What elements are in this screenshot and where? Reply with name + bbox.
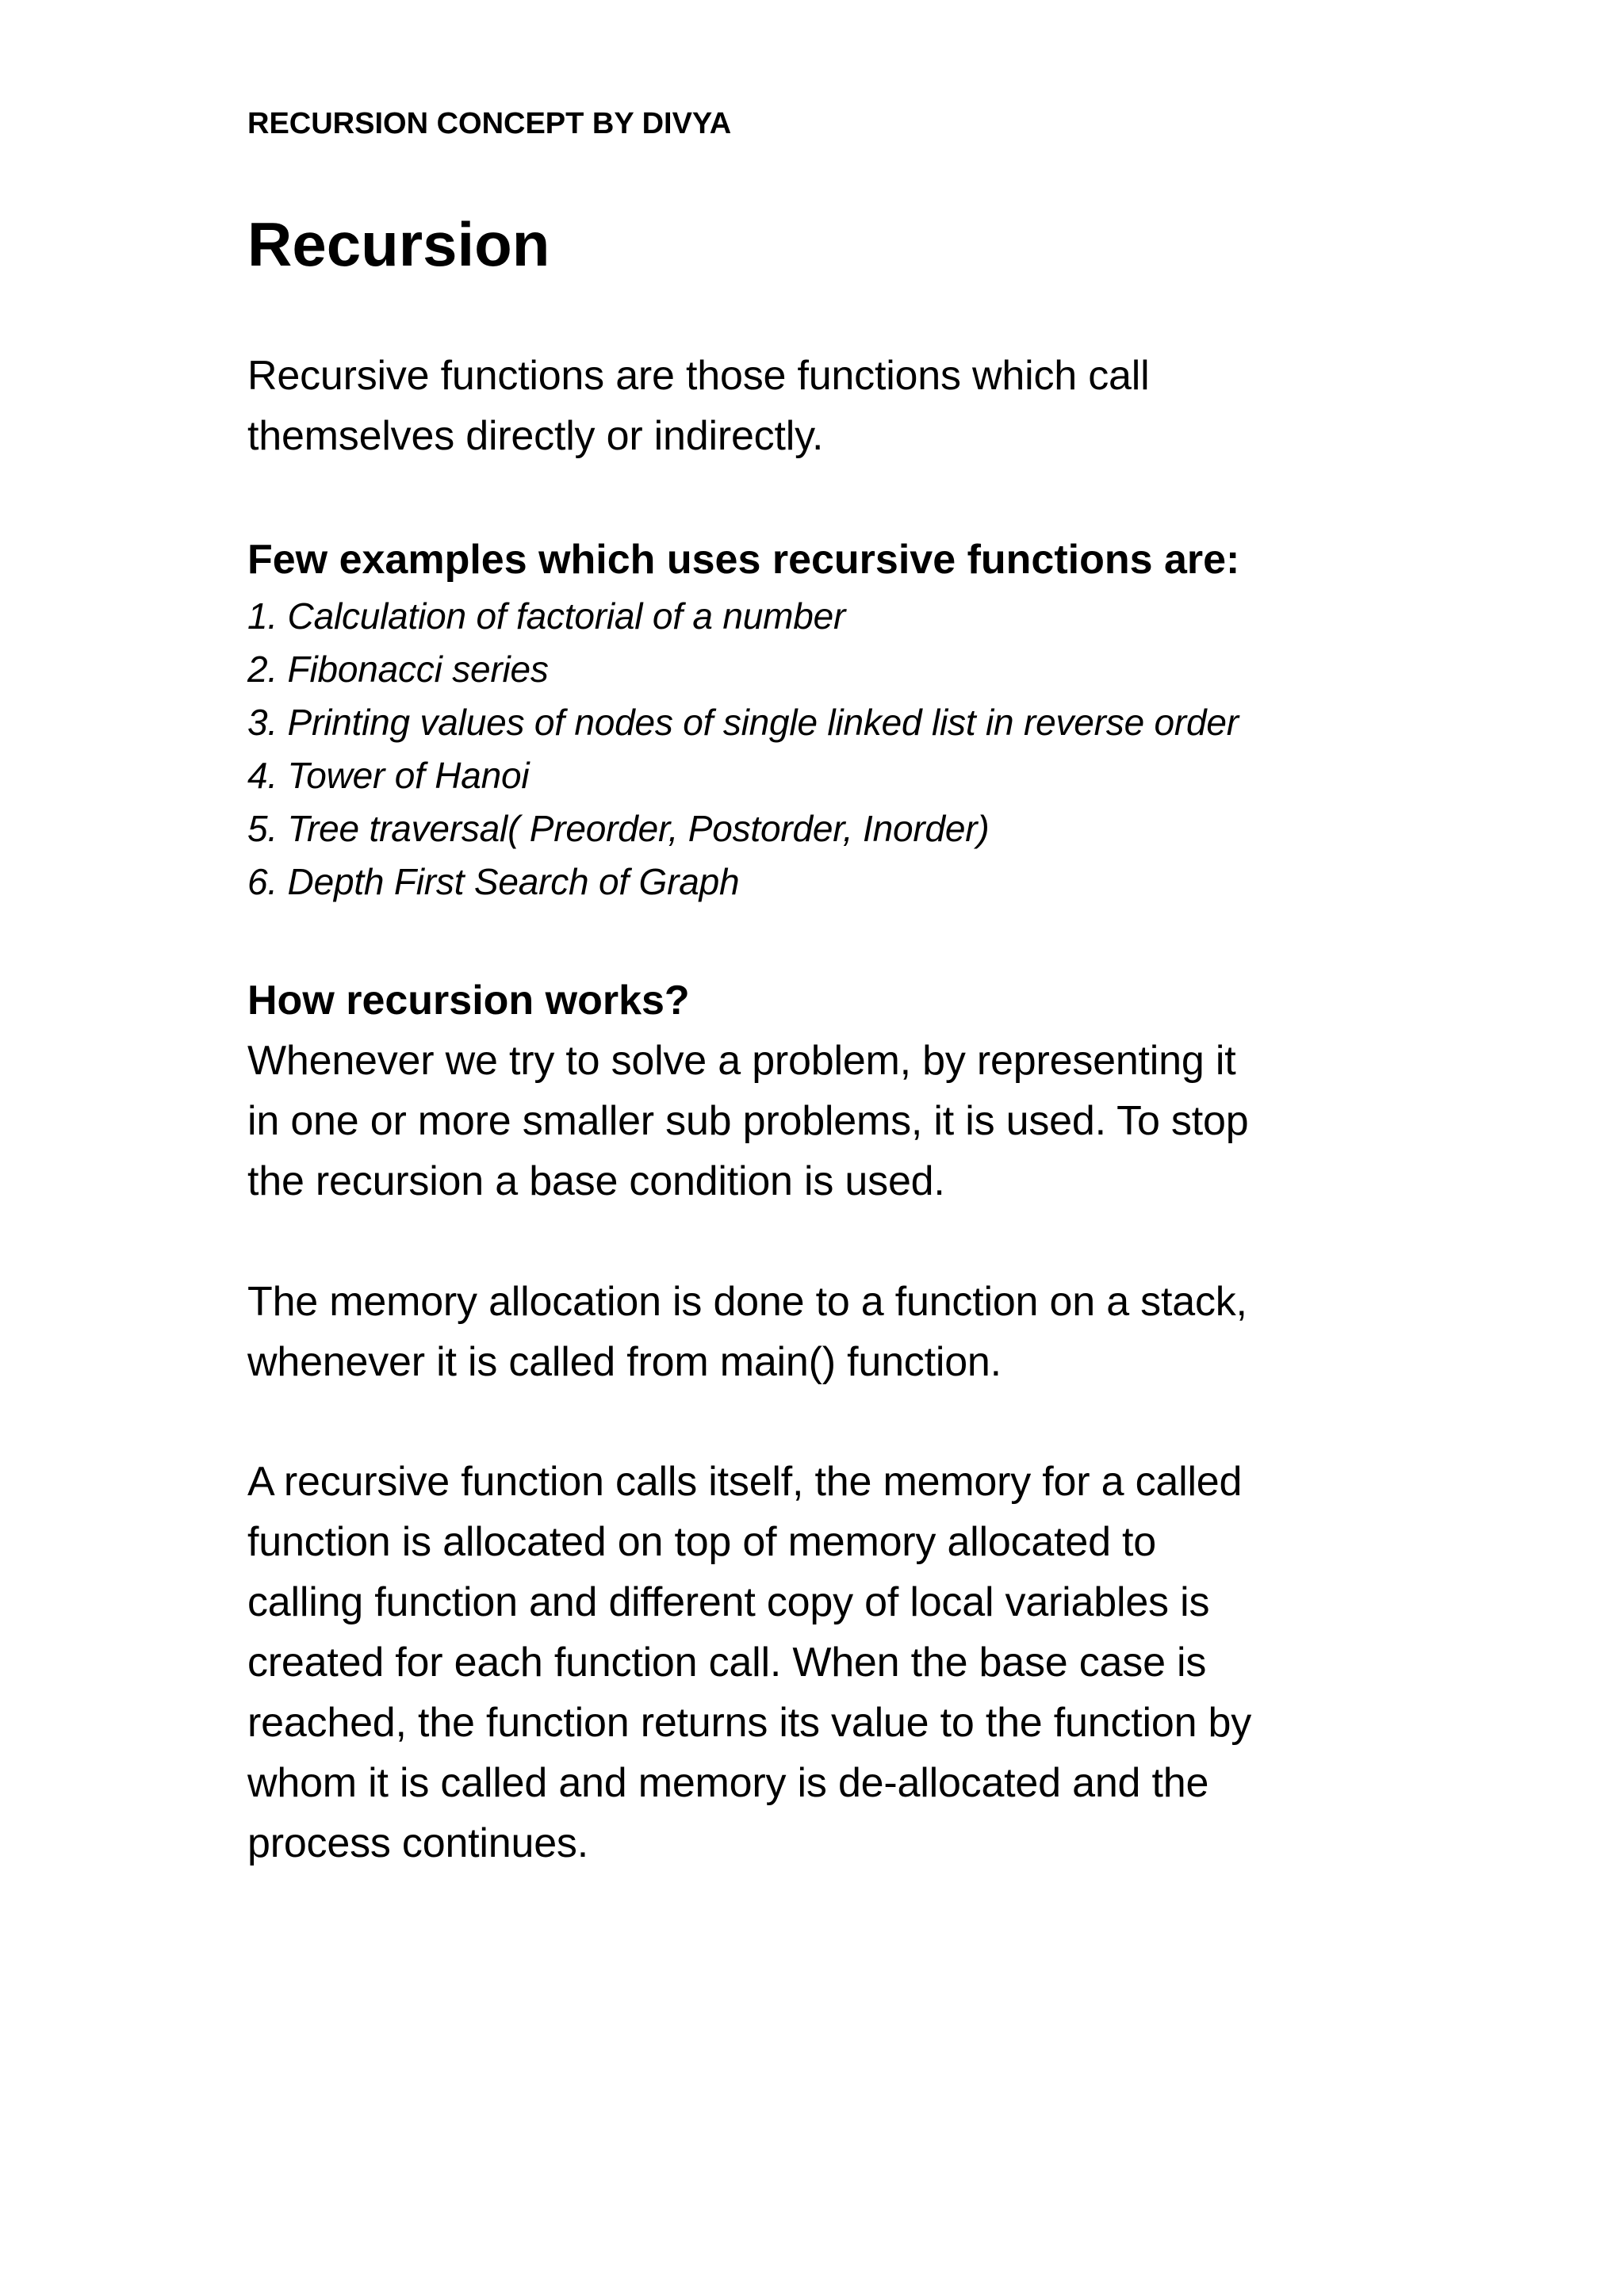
paragraph-line: calling function and different copy of local variables is — [247, 1579, 1210, 1625]
paragraph-line: process continues. — [247, 1820, 588, 1866]
paragraph-line: reached, the function returns its value to the function by — [247, 1700, 1252, 1746]
recursive-call-paragraph — [247, 1452, 1437, 1873]
list-item: 5. Tree traversal( Preorder, Postorder, Inorder) — [247, 808, 990, 849]
list-item: 4. Tower of Hanoi — [247, 755, 530, 796]
page-content — [247, 101, 1437, 1866]
paragraph-line: in one or more smaller sub problems, it is used. To stop — [247, 1098, 1249, 1144]
memory-allocation-paragraph — [247, 1272, 1437, 1392]
list-item: 2. Fibonacci series — [247, 649, 549, 690]
how-it-works-section — [247, 970, 1437, 1211]
paragraph-line: Whenever we try to solve a problem, by representing it — [247, 1038, 1236, 1084]
paragraph-line: whenever it is called from main() function. — [247, 1339, 1002, 1385]
paragraph-line: function is allocated on top of memory allocated to — [247, 1519, 1157, 1565]
examples-list — [247, 590, 1437, 909]
list-item: 1. Calculation of factorial of a number — [247, 595, 846, 637]
intro-line: themselves directly or indirectly. — [247, 413, 824, 459]
paragraph-line: whom it is called and memory is de-allocated and the — [247, 1760, 1209, 1806]
examples-section — [247, 530, 1437, 909]
examples-heading: Few examples which uses recursive functions are: — [247, 537, 1240, 583]
paragraph-line: the recursion a base condition is used. — [247, 1158, 945, 1204]
list-item: 6. Depth First Search of Graph — [247, 861, 740, 902]
list-item: 3. Printing values of nodes of single linked list in reverse order — [247, 702, 1239, 743]
how-it-works-heading: How recursion works? — [247, 978, 690, 1024]
paragraph-line: A recursive function calls itself, the memory for a called — [247, 1459, 1243, 1505]
page-title: Recursion — [247, 209, 550, 279]
paragraph-line: created for each function call. When the base case is — [247, 1640, 1207, 1686]
intro-line: Recursive functions are those functions which call — [247, 353, 1150, 399]
paragraph-line: The memory allocation is done to a function on a stack, — [247, 1279, 1247, 1325]
intro-paragraph — [247, 346, 1437, 466]
running-header: RECURSION CONCEPT BY DIVYA — [247, 107, 732, 140]
